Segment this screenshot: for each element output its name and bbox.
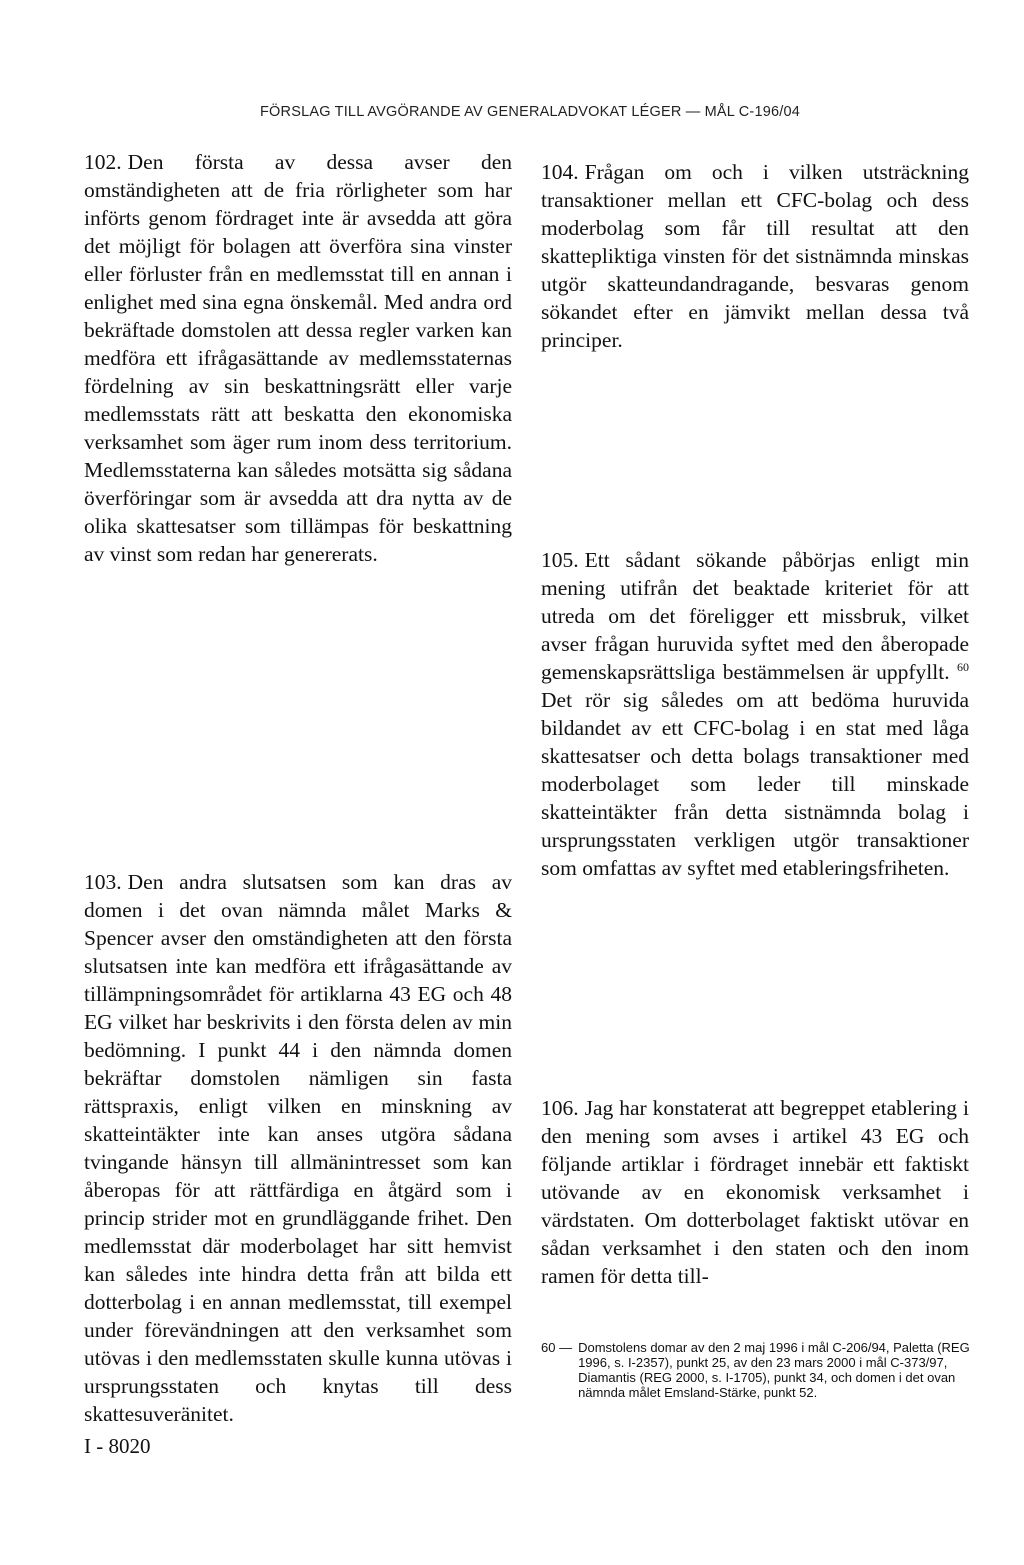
footnote-mark: 60 — — [541, 1340, 573, 1355]
footnote-60 — [541, 1340, 971, 1400]
paragraph-104 — [541, 158, 969, 354]
paragraph-number: 102. — [84, 150, 122, 174]
footnote-text: Domstolens domar av den 2 maj 1996 i mål C-206/94, Paletta (REG 1996, s. I-2357), punkt 25, av den 23 mars 2000 i mål C-373/97, Diamantis (REG 2000, s. I-1705), punkt 34, och domen i det ovan nämnda målet Emsland-Stärke, punkt 52. — [578, 1340, 970, 1400]
paragraph-text: Den andra slutsatsen som kan dras av domen i det ovan nämnda målet Marks & Spencer avser den omständigheten att den första slutsatsen inte kan medföra ett ifrågasättande av tillämpningsområdet för artiklarna 43 EG och 48 EG vilket har beskrivits i den första delen av min bedömning. I punkt 44 i den nämnda domen bekräftar domstolen nämligen sin fasta rättspraxis, enligt vilken en minskning av skatteintäkter inte kan anses utgöra sådana tvingande hänsyn till allmänintresset som kan åberopas för att rättfärdiga en åtgärd som i princip strider mot en grundläggande frihet. Den medlemsstat där moderbolaget har sitt hemvist kan således inte hindra detta från att bilda ett dotterbolag i en annan medlemsstat, till exempel under förevändningen att den verksamhet som utövas i den medlemsstaten skulle kunna utövas i ursprungsstaten och knytas till dess skattesuveränitet. — [84, 870, 512, 1426]
paragraph-number: 104. — [541, 160, 579, 184]
footnote-reference[interactable]: 60 — [957, 659, 970, 674]
paragraph-103 — [84, 868, 512, 1428]
paragraph-number: 105. — [541, 548, 579, 572]
paragraph-102 — [84, 148, 512, 568]
paragraph-text: Den första av dessa avser den omständigheten att de fria rörligheter som har införts genom fördraget inte är avsedda att göra det möjligt för bolagen att överföra sina vinster eller förluster från en medlemsstat till en annan i enlighet med sina egna önskemål. Med andra ord bekräftade domstolen att dessa regler varken kan medföra ett ifrågasättande av medlemsstaternas fördelning av sin beskattningsrätt eller varje medlemsstats rätt att beskatta den ekonomiska verksamhet som äger rum inom dess territorium. Medlemsstaterna kan således motsätta sig sådana överföringar som är avsedda att dra nytta av de olika skattesatser som tillämpas för beskattning av vinst som redan har genererats. — [84, 150, 512, 566]
paragraph-text: Frågan om och i vilken utsträckning transaktioner mellan ett CFC-bolag och dess moderbolag som får till resultat att den skattepliktiga vinsten för det sistnämnda minskas utgör skatteundandragande, besvaras genom sökandet efter en jämvikt mellan dessa två principer. — [541, 160, 969, 352]
running-header: FÖRSLAG TILL AVGÖRANDE AV GENERALADVOKAT LÉGER — MÅL C-196/04 — [259, 104, 801, 120]
paragraph-text: Jag har konstaterat att begreppet etablering i den mening som avses i artikel 43 EG och följande artiklar i fördraget innebär ett faktiskt utövande av en ekonomisk verksamhet i värdstaten. Om dotterbolaget faktiskt utövar en sådan verksamhet i den staten och den inom ramen för detta till- — [541, 1096, 969, 1288]
paragraph-number: 103. — [84, 870, 122, 894]
paragraph-106 — [541, 1094, 969, 1290]
paragraph-number: 106. — [541, 1096, 579, 1120]
page-number: I - 8020 — [84, 1434, 151, 1458]
paragraph-105 — [541, 546, 969, 882]
paragraph-text: Ett sådant sökande påbörjas enligt min mening utifrån det beaktade kriteriet för att utreda om det föreligger ett missbruk, vilket avser frågan huruvida syftet med den åberopade gemenskapsrättsliga bestämmelsen är uppfyllt. — [541, 548, 969, 684]
paragraph-text-continued: Det rör sig således om att bedöma huruvida bildandet av ett CFC-bolag i en stat med låga skattesatser och detta bolags transaktioner med moderbolaget som leder till minskade skatteintäkter från detta sistnämnda bolag i ursprungsstaten verkligen utgör transaktioner som omfattas av syftet med etableringsfriheten. — [541, 688, 969, 880]
